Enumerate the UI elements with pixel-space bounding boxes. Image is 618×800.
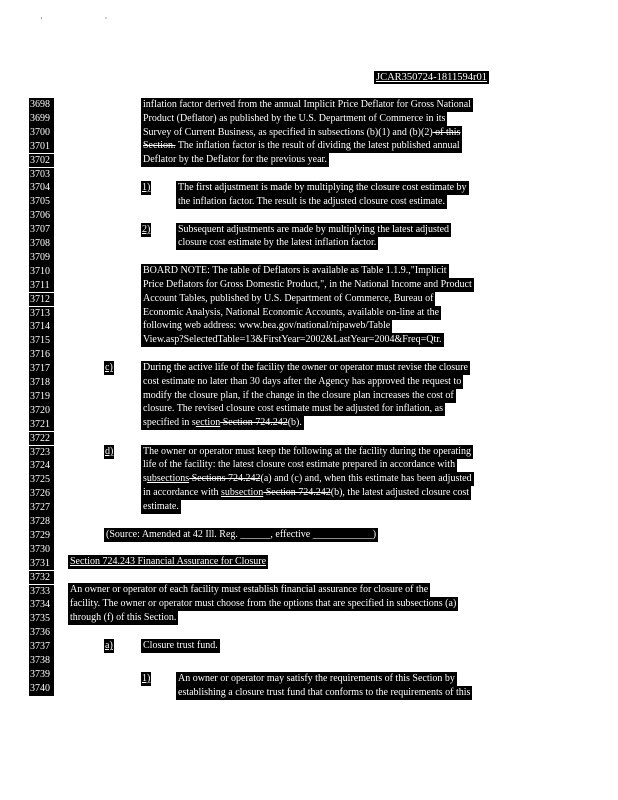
line-number: 3707: [29, 223, 54, 237]
line-number: 3714: [29, 320, 54, 334]
line-number: 3725: [29, 473, 54, 487]
line-number: 3698: [29, 98, 54, 112]
line-number: 3735: [29, 612, 54, 626]
line-number: 3723: [29, 446, 54, 460]
item-d-line-5: estimate.: [143, 501, 179, 512]
item-2-label: 2): [142, 224, 151, 235]
item-a1-line-2: establishing a closure trust fund that conforms to the requirements of this: [178, 687, 471, 698]
item-c-line-3: modify the closure plan, if the change in the closure plan increases the cost of: [143, 390, 454, 401]
board-note-line-6: View.asp?SelectedTable=13&FirstYear=2002&LastYear=2004&Freq=Qtr.: [143, 334, 442, 345]
inflation-line-3: [141, 126, 462, 140]
intro-line-2: facility. The owner or operator must choose from the options that are specified in subsections (a): [70, 598, 457, 609]
item-c-line-1: During the active life of the facility the owner or operator must revise the closure: [143, 362, 468, 373]
line-number: 3737: [29, 640, 54, 654]
line-number: 3726: [29, 487, 54, 501]
item-c-line-5: [141, 416, 304, 430]
line-number: 3733: [29, 585, 54, 599]
line-number: 3719: [29, 390, 54, 404]
board-note-line-1: BOARD NOTE: The table of Deflators is available as Table 1.1.9.,"Implicit: [143, 265, 447, 276]
item-d-line-2: life of the facility: the latest closure cost estimate prepared in accordance with: [143, 459, 456, 470]
item-a-text: Closure trust fund.: [143, 640, 218, 651]
item-a1-label: 1): [142, 673, 151, 684]
line-number: 3716: [29, 348, 54, 362]
board-note-line-4: Economic Analysis, National Economic Accounts, available on-line at the: [143, 307, 440, 318]
inflation-line-1: inflation factor derived from the annual Implicit Price Deflator for Gross National: [143, 99, 471, 110]
deleted-text: Section.: [143, 140, 176, 151]
line-number: 3740: [29, 682, 54, 696]
line-number: 3709: [29, 251, 54, 265]
line-number: 3708: [29, 237, 54, 251]
item-d-line-1: The owner or operator must keep the following at the facility during the operating: [143, 446, 471, 457]
intro-line-3: through (f) of this Section.: [70, 612, 177, 623]
inflation-line-2: Product (Deflator) as published by the U.S. Department of Commerce in its: [143, 113, 446, 124]
item-a1-line-1: An owner or operator may satisfy the requirements of this Section by: [178, 673, 455, 684]
item-1-line-2: the inflation factor. The result is the adjusted closure cost estimate.: [178, 196, 445, 207]
line-number: 3705: [29, 195, 54, 209]
line-number: 3711: [29, 279, 54, 293]
item-c-line-2: cost estimate no later than 30 days after the Agency has approved the request to: [143, 376, 462, 387]
item-d-line-4-text: in accordance with: [143, 487, 222, 498]
item-2-line-2: closure cost estimate by the latest inflation factor.: [178, 237, 377, 248]
item-c-line-5-end: (b).: [287, 417, 302, 428]
line-number: 3724: [29, 459, 54, 473]
line-number: 3715: [29, 334, 54, 348]
line-number: 3703: [29, 168, 54, 182]
item-c-line-5-text: specified in s: [143, 417, 196, 428]
line-number: 3729: [29, 529, 54, 543]
line-number: 3722: [29, 432, 54, 446]
board-note-line-3: Account Tables, published by U.S. Department of Commerce, Bureau of: [143, 293, 434, 304]
item-c-label: c): [105, 362, 113, 373]
item-1-label: 1): [142, 182, 151, 193]
inflation-line-4-text: The inflation factor is the result of dividing the latest published annual: [175, 140, 460, 151]
line-number: 3739: [29, 668, 54, 682]
item-d-line-3: [141, 472, 474, 486]
line-number: 3702: [29, 154, 54, 168]
line-number: 3728: [29, 515, 54, 529]
board-note-line-5: following web address: www.bea.gov/national/nipaweb/Table: [143, 320, 391, 331]
item-d-line-4: [141, 486, 471, 500]
item-d-line-3-text: s: [143, 473, 147, 484]
inserted-text: ubsections: [146, 473, 190, 484]
deleted-text: of this: [432, 127, 461, 138]
item-d-line-4-end: (b), the latest adjusted closure cost: [330, 487, 470, 498]
line-number: 3734: [29, 598, 54, 612]
item-d-label: d): [105, 446, 114, 457]
line-number: 3732: [29, 571, 54, 585]
line-number: 3718: [29, 376, 54, 390]
line-number: 3704: [29, 181, 54, 195]
line-number: 3706: [29, 209, 54, 223]
board-note-line-2: Price Deflators for Gross Domestic Product,", in the National Income and Product: [143, 279, 472, 290]
inflation-line-4: [141, 139, 462, 153]
item-1-line-1: The first adjustment is made by multiplying the closure cost estimate by: [178, 182, 467, 193]
line-number: 3720: [29, 404, 54, 418]
line-number: 3721: [29, 418, 54, 432]
item-c-line-4: closure. The revised closure cost estimate must be adjusted for inflation, as: [143, 403, 444, 414]
inflation-line-5: Deflator by the Deflator for the previous year.: [143, 154, 327, 165]
line-number: 3710: [29, 265, 54, 279]
line-number: 3701: [29, 140, 54, 154]
line-number: 3713: [29, 307, 54, 321]
line-number: 3730: [29, 543, 54, 557]
document-id-header: JCAR350724-1811594r01: [376, 72, 488, 83]
item-2-line-1: Subsequent adjustments are made by multiplying the latest adjusted: [178, 224, 450, 235]
deleted-text: Section 724.242: [220, 417, 288, 428]
intro-line-1: An owner or operator of each facility must establish financial assurance for closure of the: [70, 584, 429, 595]
line-number: 3738: [29, 654, 54, 668]
line-number: 3727: [29, 501, 54, 515]
item-a-label: a): [105, 640, 113, 651]
line-number: 3700: [29, 126, 54, 140]
line-number: 3712: [29, 293, 54, 307]
inserted-text: ection: [195, 417, 221, 428]
scan-specks: · ·: [40, 14, 138, 23]
deleted-text: Sections 724.242: [189, 473, 261, 484]
line-number: 3699: [29, 112, 54, 126]
deleted-text: Section 724.242: [263, 487, 331, 498]
item-d-line-3-end: (a) and (c) and, when this estimate has been adjusted: [260, 473, 472, 484]
inflation-line-3-text: Survey of Current Business, as specified in subsections (b)(1) and (b)(2): [143, 127, 433, 138]
source-note: (Source: Amended at 42 Ill. Reg. ______, effective ____________): [106, 529, 377, 540]
line-number: 3731: [29, 557, 54, 571]
section-heading: Section 724.243 Financial Assurance for Closure: [70, 556, 267, 567]
line-number: 3717: [29, 362, 54, 376]
line-number: 3736: [29, 626, 54, 640]
inserted-text: subsection: [221, 487, 264, 498]
